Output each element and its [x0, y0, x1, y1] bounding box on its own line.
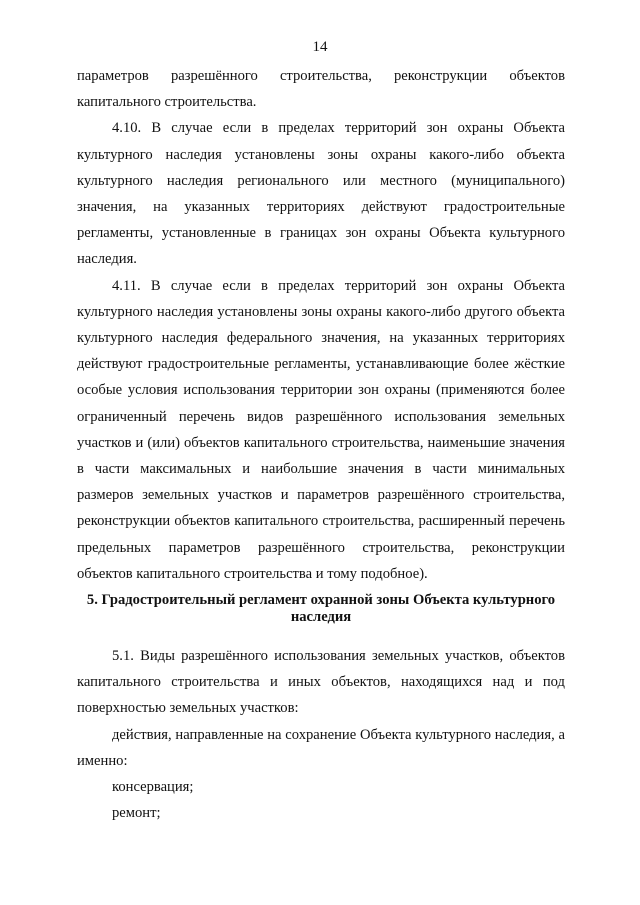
paragraph-actions: действия, направленные на сохранение Объекта культурного наследия, а именно: [77, 726, 565, 769]
paragraph-4-11: 4.11. В случае если в пределах территорий зон охраны Объекта культурного наследия установлены зоны охраны какого-либо другого объекта культурного наследия федерального значения, на указанных территориях действуют градостроительные регламенты, устанавливающие более жёсткие особые условия использования территории зон охраны (применяются более ограниченный перечень видов разрешённого использования земельных участков и (или) объектов капитального строительства, наименьшие значения в части максимальных и наибольшие значения в части минимальных размеров земельных участков и параметров разрешённого строительства, реконструкции объектов капитального строительства, расширенный перечень предельных параметров разрешённого строительства, реконструкции объектов капитального строительства и тому подобное). [77, 277, 565, 582]
list-item: ремонт; [112, 805, 161, 822]
section-5-heading: 5. Градостроительный регламент охранной зоны Объекта культурного наследия [86, 592, 556, 626]
list-item: консервация; [112, 779, 194, 796]
paragraph-4-10: 4.10. В случае если в пределах территорий зон охраны Объекта культурного наследия установлены зоны охраны какого-либо объекта культурного наследия регионального или местного (муниципального) значения, на указанных территориях действуют градостроительные регламенты, установленные в границах зон охраны Объекта культурного наследия. [77, 120, 565, 268]
document-body [77, 63, 565, 826]
paragraph-5-1: 5.1. Виды разрешённого использования земельных участков, объектов капитального строительства и иных объектов, находящихся над и под поверхностью земельных участков: [77, 648, 565, 717]
page-number: 14 [312, 39, 328, 55]
paragraph-continuation: параметров разрешённого строительства, реконструкции объектов капитального строительства. [77, 68, 565, 111]
